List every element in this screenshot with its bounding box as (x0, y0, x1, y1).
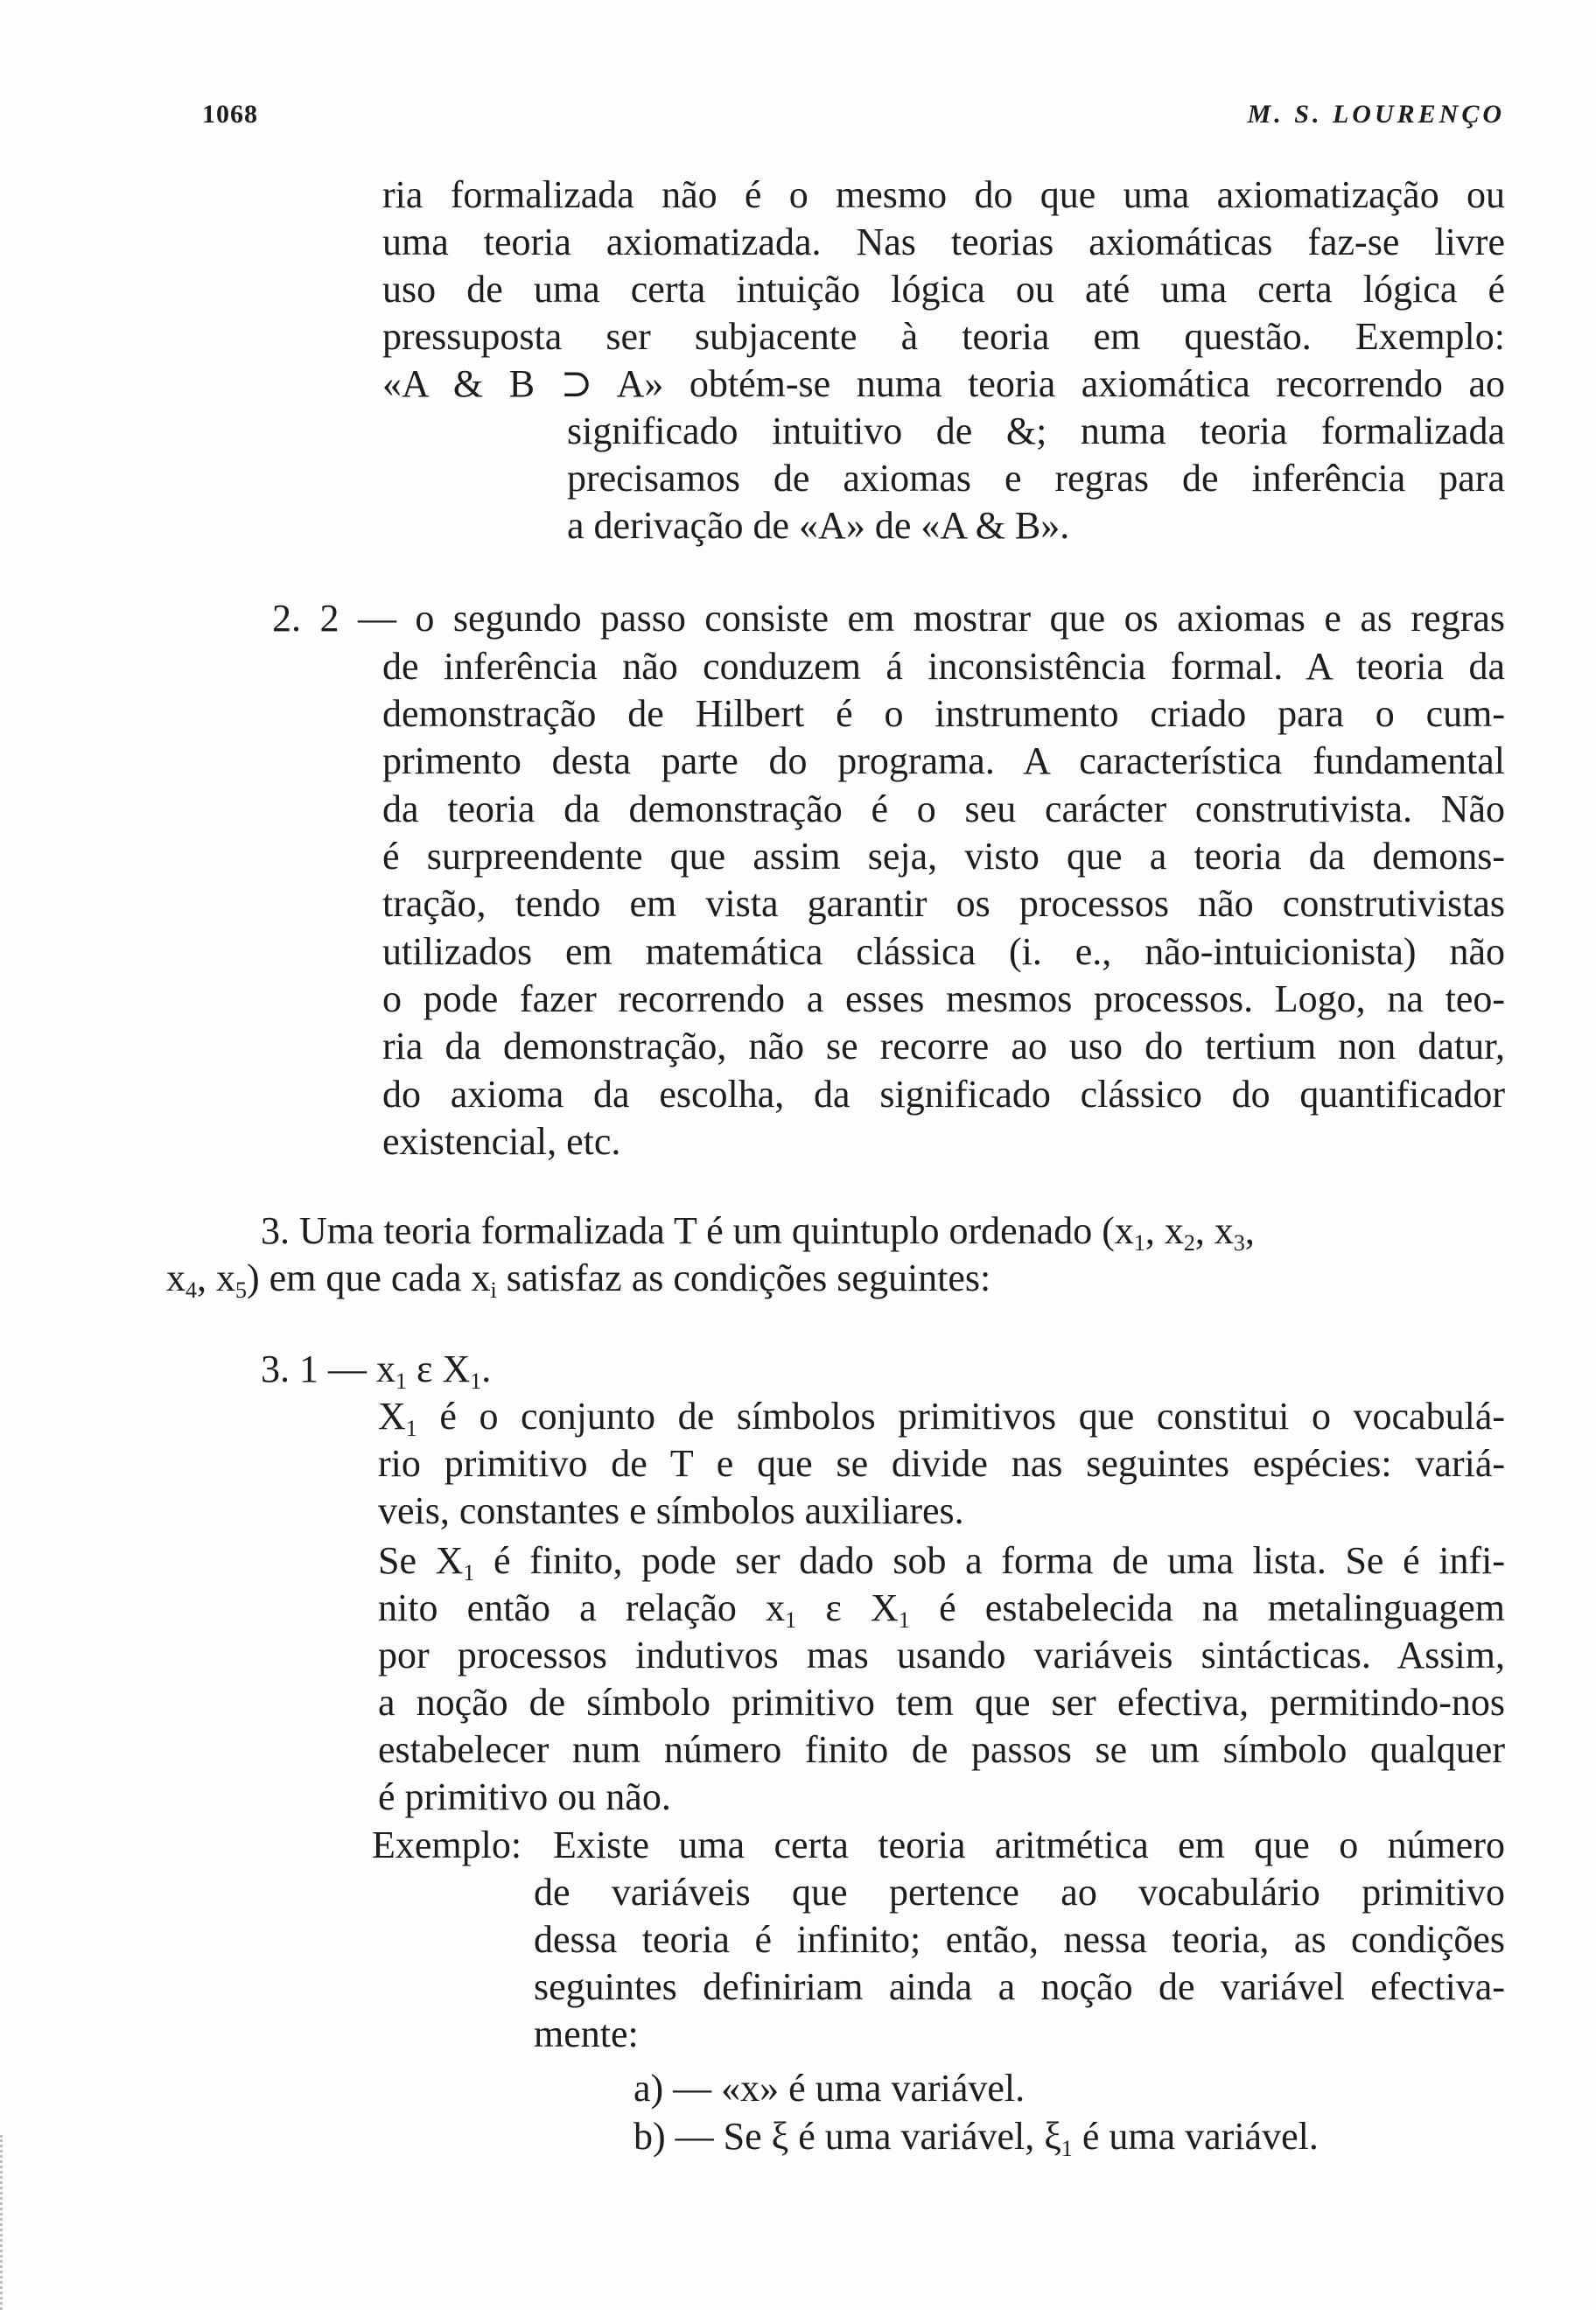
text-line: o pode fazer recorrendo a esses mesmos processos. Logo, na teo- (382, 977, 1505, 1020)
text-line: demonstração de Hilbert é o instrumento criado para o cum- (382, 692, 1505, 735)
section-heading: 3. 1 — $x_1$ ε $X_1$. (261, 1348, 492, 1394)
text-line: existencial, etc. (382, 1120, 621, 1163)
text-line: Se $X_1$ é finito, pode ser dado sob a forma de uma lista. Se é infi- (378, 1539, 1505, 1586)
text-line: primento desta parte do programa. A característica fundamental (382, 739, 1505, 782)
text-line: rio primitivo de T e que se divide nas seguintes espécies: variá- (378, 1442, 1505, 1485)
text-line: uma teoria axiomatizada. Nas teorias axiomáticas faz-se livre (382, 220, 1505, 263)
text-line: veis, constantes e símbolos auxiliares. (378, 1489, 964, 1532)
text-line: $X_1$ é o conjunto de símbolos primitivos que constitui o vocabulá- (378, 1395, 1505, 1441)
text-line: 2. 2 — o segundo passo consiste em mostrar que os axiomas e as regras (272, 597, 1505, 640)
text-line: ria da demonstração, não se recorre ao uso do tertium non datur, (382, 1025, 1505, 1068)
list-item-a: a) — «x» é uma variável. (634, 2067, 1026, 2110)
example-line: precisamos de axiomas e regras de inferência para (567, 457, 1505, 500)
text-line: uso de uma certa intuição lógica ou até uma certa lógica é (382, 268, 1505, 311)
example-line: a derivação de «A» de «A & B». (567, 504, 1070, 547)
text-line: tração, tendo em vista garantir os processos não construtivistas (382, 882, 1505, 925)
text-line: do axioma da escolha, da significado clássico do quantificador (382, 1073, 1505, 1116)
text-line: ria formalizada não é o mesmo do que uma axiomatização ou (382, 173, 1505, 216)
text-line: nito então a relação $x_1$ ε $X_1$ é estabelecida na metalinguagem (378, 1586, 1505, 1633)
page-number: 1068 (202, 100, 258, 129)
text-line: é surpreendente que assim seja, visto que a teoria da demons- (382, 835, 1505, 878)
example-line: Existe uma certa teoria aritmética em que o número (553, 1824, 1505, 1866)
text-line: pressuposta ser subjacente à teoria em questão. Exemplo: (382, 315, 1505, 358)
example-line: significado intuitivo de &; numa teoria formalizada (567, 410, 1505, 452)
text-line: a noção de símbolo primitivo tem que ser efectiva, permitindo-nos (378, 1681, 1505, 1724)
example-line: seguintes definiriam ainda a noção de variável efectiva- (534, 1965, 1505, 2008)
text-line: é primitivo ou não. (378, 1775, 671, 1818)
text-line: utilizados em matemática clássica (i. e., não-intuicionista) não (382, 930, 1505, 973)
text-line: 3. Uma teoria formalizada T é um quintuplo ordenado ($x_1$, $x_2$, $x_3$, (261, 1209, 1255, 1256)
example-line: de variáveis que pertence ao vocabulário primitivo (534, 1871, 1505, 1914)
text-line: $x_4$, $x_5$) em que cada $x_i$ satisfaz as condições seguintes: (166, 1256, 991, 1303)
scan-edge-artifact (0, 2135, 8, 2310)
list-item-b: b) — Se ξ é uma variável, $\xi_1$ é uma variável. (634, 2115, 1319, 2161)
example-label: Exemplo: (372, 1824, 522, 1866)
text-line: «A & B ⊃ A» obtém-se numa teoria axiomática recorrendo ao (382, 362, 1505, 405)
running-head: M. S. LOURENÇO (1247, 100, 1505, 129)
example-line: mente: (534, 2012, 639, 2055)
text-line: estabelecer num número finito de passos se um símbolo qualquer (378, 1728, 1505, 1771)
example-line: dessa teoria é infinito; então, nessa teoria, as condições (534, 1918, 1505, 1961)
text-line: por processos indutivos mas usando variáveis sintácticas. Assim, (378, 1634, 1505, 1676)
text-line: de inferência não conduzem á inconsistência formal. A teoria da (382, 645, 1505, 688)
text-line: da teoria da demonstração é o seu carácter construtivista. Não (382, 788, 1505, 830)
